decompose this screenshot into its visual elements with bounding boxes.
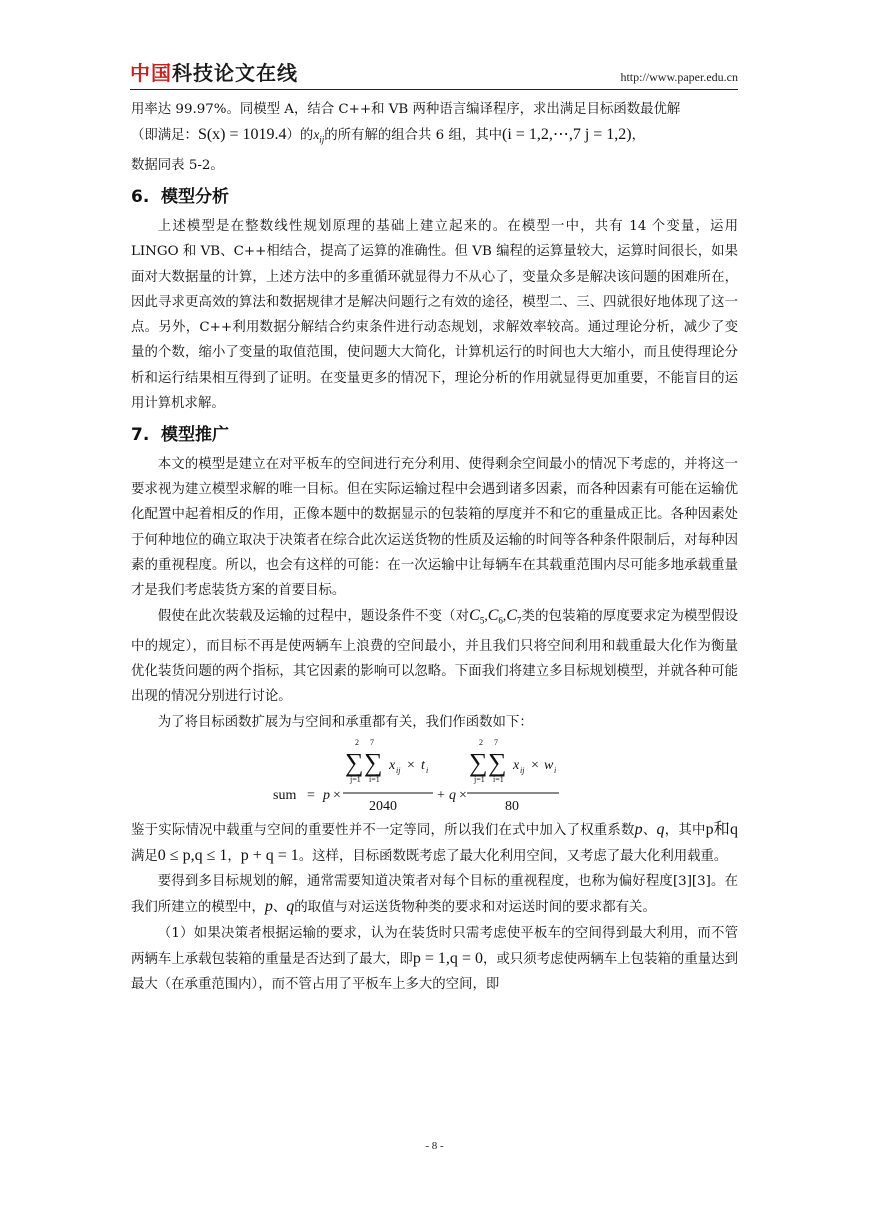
intro-line-1: 用率达 99.97%。同模型 A，结合 C++和 VB 两种语言编译程序，求出满足目标函数最优解 (131, 102, 681, 117)
den1: 2040 (369, 798, 397, 814)
sum2-bot-i: i=1 (493, 774, 504, 784)
para5-p: p (264, 898, 273, 916)
para2-text-a: 假使在此次装载及运输的过程中，题设条件不变（对 (157, 609, 470, 625)
formula-times-1: × (333, 787, 341, 803)
term2-op: × (531, 757, 539, 773)
intro-var: x (313, 127, 320, 143)
formula-plus: + (437, 787, 445, 803)
para4-text-d: ， (227, 849, 241, 865)
section-7-number: 7. (131, 424, 150, 445)
logo-part-1: 中国 (130, 61, 172, 85)
section-7-paragraph-4 (131, 817, 738, 869)
para4-text-b: ，其中 (664, 822, 706, 838)
sum1-top-j: 2 (355, 737, 359, 747)
sum1-bot-i: i=1 (369, 774, 380, 784)
sum1-bot-j: j=1 (350, 774, 361, 784)
term1-t-sub: i (426, 765, 429, 775)
para6-text-b: ，或只须考虑使两辆车上包装箱的重量达到最大（在承重范围内），而不管占用了平板车上多大的空间，即 (131, 951, 739, 993)
section-7-heading (131, 422, 738, 448)
c7-symbol: C (506, 607, 517, 625)
formula-svg (131, 737, 738, 817)
para6-cond: p = 1,q = 0 (412, 949, 484, 967)
para4-pq: p和q (705, 820, 739, 838)
term2-w: w (544, 757, 554, 773)
term2-w-sub: i (554, 765, 557, 775)
para4-text-e: 。这样，目标函数既考虑了最大化利用空间，又考虑了最大化利用载重。 (298, 849, 728, 865)
c6-symbol: C (487, 607, 499, 625)
den2: 80 (505, 798, 519, 814)
c7-sub: 7 (516, 615, 522, 626)
section-7-title: 模型推广 (161, 424, 229, 445)
section-7-paragraph-5 (131, 869, 738, 920)
intro-formula: S(x) = 1019.4 (197, 126, 287, 144)
sum2-sigma-i: ∑ (488, 747, 507, 777)
para5-sep: 、 (272, 900, 287, 916)
formula-times-2: × (459, 787, 467, 803)
c6-sub: 6 (498, 615, 503, 626)
sum1-top-i: 7 (370, 737, 374, 747)
term1-x: x (389, 757, 396, 773)
term1-op: × (407, 757, 415, 773)
section-7-paragraph-1: 本文的模型是建立在对平板车的空间进行充分利用、使得剩余空间最小的情况下考虑的，并将这一要求视为建立模型求解的唯一目标。但在实际运输过程中会遇到诸多因素，而各种因素有可能在运输优化配置中起着相反的作用，正像本题中的数据显示的包装箱的厚度并不和它的重量成正比。各种因素处于何种地位的确立取决于决策者在综合此次运送货物的性质及运输的时间等各种条件限制后，对每种因素的重视程度。所以，也会有这样的可能：在一次运输中让每辆车在其载重范围内尽可能多地承载重量才是我们考虑装货方案的首要目标。 (131, 456, 738, 598)
section-6-title: 模型分析 (161, 187, 229, 208)
sum1-sigma-i: ∑ (364, 747, 383, 777)
para6-text-a: （1）如果决策者根据运输的要求，认为在装货时只需考虑使平板车的空间得到最大利用，而不管两辆车上承载包装箱的重量是否达到了最大，即 (131, 925, 738, 967)
para4-cond1: 0 ≤ p,q ≤ 1 (157, 847, 228, 865)
section-6-number: 6. (131, 187, 150, 208)
para4-cond2: p + q = 1 (240, 847, 299, 865)
intro-text-b: ）的 (286, 128, 314, 144)
intro-text-c: 的所有解的组合共 6 组，其中 (324, 128, 503, 144)
section-6-heading (131, 184, 738, 210)
formula-eq: = (307, 787, 315, 803)
page-content (131, 97, 738, 997)
sum2-sigma-j: ∑ (469, 747, 488, 777)
para5-text-b: 的取值与对运送货物种类的要求和对运送时间的要求都有关。 (294, 900, 656, 916)
term1-t: t (421, 757, 425, 773)
site-logo (130, 62, 298, 84)
para4-text-a: 鉴于实际情况中载重与空间的重要性并不一定等同，所以我们在式中加入了权重系数 (131, 822, 635, 838)
para4-q: q (656, 820, 665, 838)
para4-p: p (634, 820, 643, 838)
formula-lhs: sum (273, 787, 297, 803)
objective-formula (131, 737, 738, 817)
header-url: http://www.paper.edu.cn (620, 70, 738, 84)
page-number: - 8 - (425, 1140, 444, 1152)
intro-line-3: 数据同表 5-2。 (131, 158, 224, 174)
intro-range: (i = 1,2,⋯,7 j = 1,2) (502, 126, 632, 144)
intro-var-sub: ij (319, 134, 325, 145)
header-divider (130, 89, 738, 90)
sum1-sigma-j: ∑ (345, 747, 364, 777)
formula-p: p (323, 787, 330, 803)
logo-part-2: 科技论文在线 (172, 61, 298, 85)
para2-text-b: 类的包装箱的厚度要求定为模型假设中的规定），而目标不再是使两辆车上浪费的空间最小，并且我们只将空间利用和载重最大化作为衡量优化装货问题的两个指标，其它因素的影响可以忽略。下面我们将建立多目标规划模型，并就各种可能出现的情况分别进行讨论。 (131, 609, 739, 705)
intro-text-d: ， (631, 128, 645, 144)
c5-symbol: C (469, 607, 480, 625)
section-7-paragraph-6 (131, 921, 738, 998)
para4-text-c: 满足 (131, 849, 158, 865)
sum2-bot-j: j=1 (474, 774, 485, 784)
para5-text-a: 要得到多目标规划的解，通常需要知道决策者对每个目标的重视程度，也称为偏好程度[3][3]。在我们所建立的模型中， (131, 874, 738, 916)
para5-q: q (286, 898, 295, 916)
sum2-top-j: 2 (479, 737, 483, 747)
section-6-paragraph: 上述模型是在整数线性规划原理的基础上建立起来的。在模型一中，共有 14 个变量，运用 LINGO 和 VB、C++相结合，提高了运算的准确性。但 VB 编程的运算量较大，运算时间很长，如果面对大数据量的计算，上述方法中的多重循环就显得力不从心了，变量众多是解决该问题的困难所在，因此寻求更高效的算法和数据规律才是解决问题行之有效的途径，模型二、三、四就很好地体现了这一点。另外，C++利用数据分解结合约束条件进行动态规划，求解效率较高。通过理论分析，减少了变量的个数，缩小了变量的取值范围，使问题大大简化，计算机运行的时间也大大缩小，而且使得理论分析和运行结果相互得到了证明。在变量更多的情况下，理论分析的作用就显得更加重要，不能盲目的运用计算机求解。 (131, 219, 738, 411)
intro-text-a: （即满足： (131, 128, 198, 144)
para4-sep: 、 (642, 822, 657, 838)
term2-x-sub: ij (520, 765, 525, 775)
intro-line-2 (131, 122, 738, 153)
formula-q: q (449, 787, 456, 803)
term2-x: x (513, 757, 520, 773)
c5-sub: 5 (479, 615, 485, 626)
sum2-top-i: 7 (494, 737, 498, 747)
section-7-paragraph-2: 假使在此次装载及运输的过程中，题设条件不变（对$C_5,C_6,C_7$类的包装箱的厚度要求定为模型假设中的规定），而目标不再是使两辆车上浪费的空间最小，并且我们只将空间利用和载重最大化作为衡量优化装货问题的两个指标，其它因素的影响可以忽略。下面我们将建立多目标规划模型，并就各种可能出现的情况分别进行讨论。 (131, 607, 739, 705)
term1-x-sub: ij (396, 765, 401, 775)
section-7-paragraph-3: 为了将目标函数扩展为与空间和承重都有关，我们作函数如下： (157, 714, 533, 730)
